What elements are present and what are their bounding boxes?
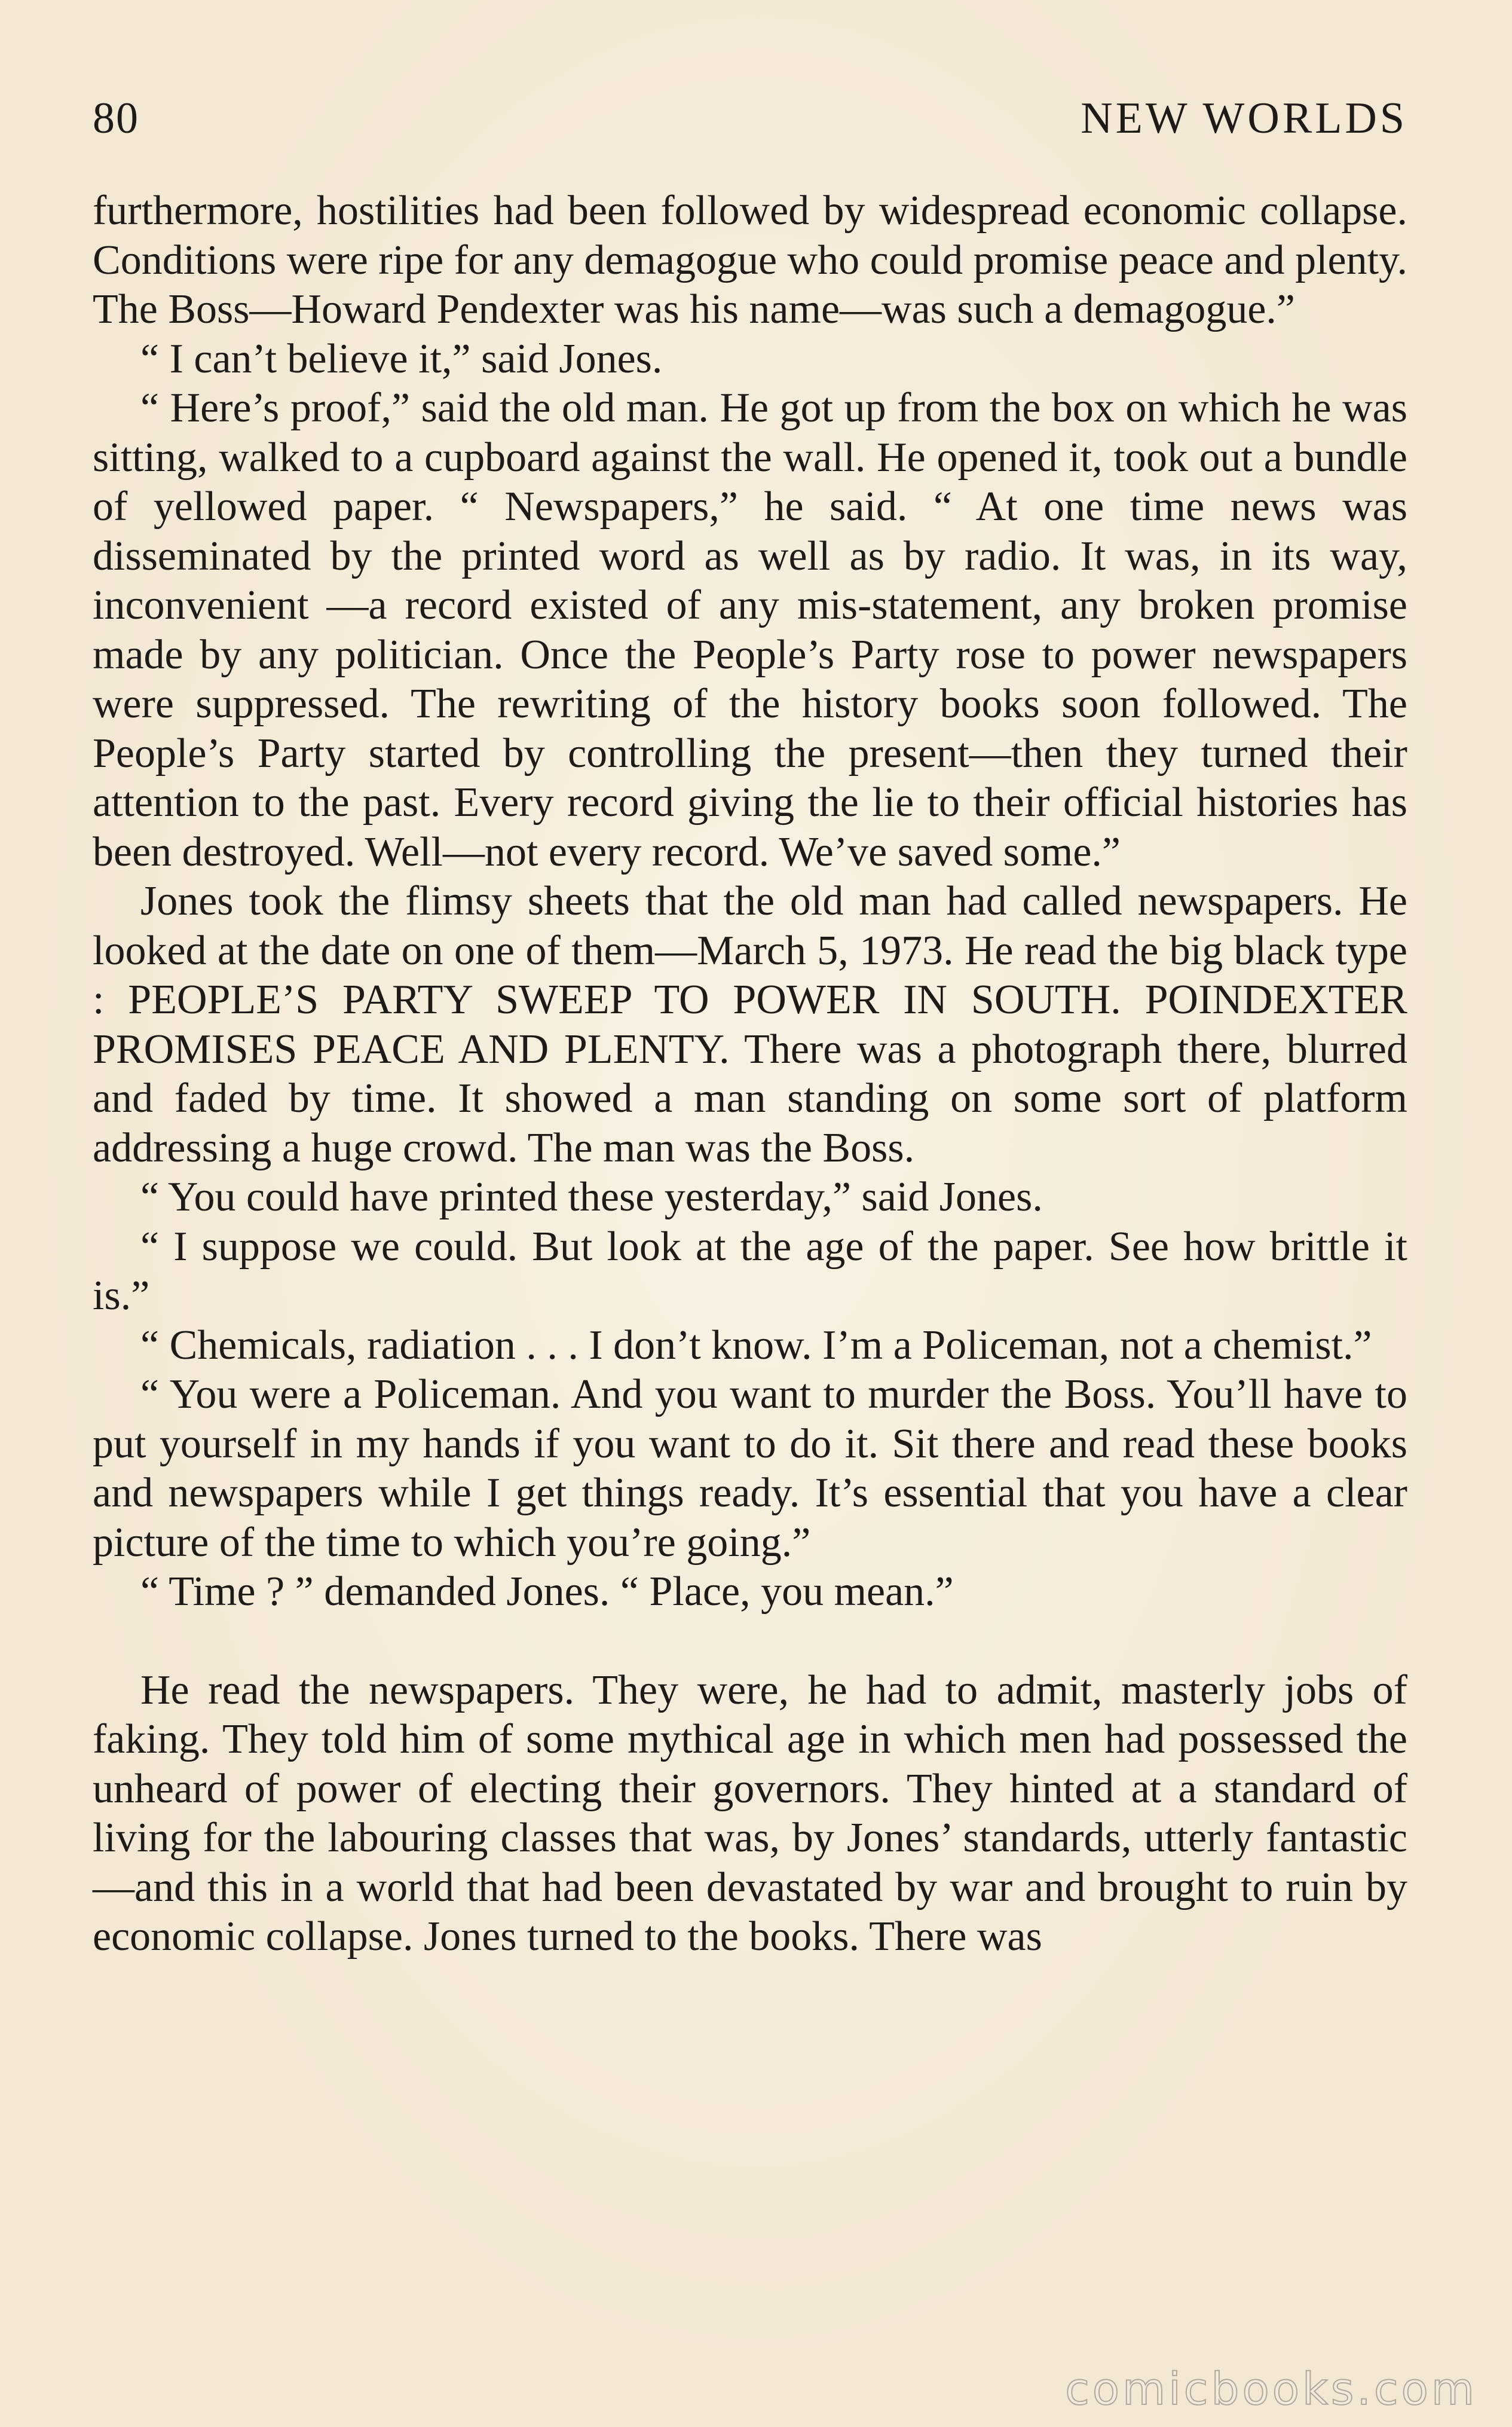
- paragraph: “ I can’t believe it,” said Jones.: [140, 335, 663, 382]
- running-head: NEW WORLDS: [1081, 94, 1407, 143]
- paragraph: He read the newspapers. They were, he had to admit, masterly jobs of faking. They told him of some mythical age in which men had possessed the unheard of power of electing their governors. They hinted at a standard of living for the labouring classes that was, by Jones’ standards, utterly fantastic—and this in a world that had been devastated by war and brought to ruin by economic collapse. Jones turned to the books. There was: [93, 1667, 1407, 1960]
- paragraph: “ I suppose we could. But look at the age of the paper. See how brittle it is.”: [93, 1223, 1407, 1319]
- page-number: 80: [93, 94, 139, 143]
- page-header: [93, 88, 1407, 148]
- paragraph: “ Here’s proof,” said the old man. He got up from the box on which he was sitting, walked to a cupboard against the wall. He opened it, took out a bundle of yellowed paper. “ Newspapers,” he said. “ At one time news was disseminated by the printed word as well as by radio. It was, in its way, inconvenient —a record existed of any mis-statement, any broken promise made by any politician. Once the People’s Party rose to power newspapers were suppressed. The rewriting of the history books soon followed. The People’s Party started by controlling the present—then they turned their attention to the past. Every record giving the lie to their official histories has been destroyed. Well—not every record. We’ve saved some.”: [93, 385, 1407, 875]
- paragraph: “ Time ? ” demanded Jones. “ Place, you mean.”: [140, 1569, 954, 1615]
- paragraph: “ Chemicals, radiation . . . I don’t know. I’m a Policeman, not a chemist.”: [140, 1322, 1372, 1368]
- paragraph: “ You could have printed these yesterday,” said Jones.: [140, 1174, 1043, 1220]
- watermark: comicbooks.com: [1065, 2364, 1477, 2415]
- paragraph: “ You were a Policeman. And you want to murder the Boss. You’ll have to put yourself in my hands if you want to do it. Sit there and read these books and newspapers while I get things ready. It’s essential that you have a clear picture of the time to which you’re going.”: [93, 1371, 1407, 1566]
- paragraph: Jones took the flimsy sheets that the old man had called newspapers. He looked at the date on one of them—March 5, 1973. He read the big black type : PEOPLE’S PARTY SWEEP TO POWER IN SOUTH. POINDEXTER PROMISES PEACE AND PLENTY. There was a photograph there, blurred and faded by time. It showed a man standing on some sort of platform addressing a huge crowd. The man was the Boss.: [93, 878, 1407, 1171]
- story-text: [93, 187, 1407, 1962]
- paragraph: furthermore, hostilities had been followed by widespread economic collapse. Conditions were ripe for any demagogue who could promise peace and plenty. The Boss—Howard Pendexter was his name—was such a demagogue.”: [93, 188, 1407, 332]
